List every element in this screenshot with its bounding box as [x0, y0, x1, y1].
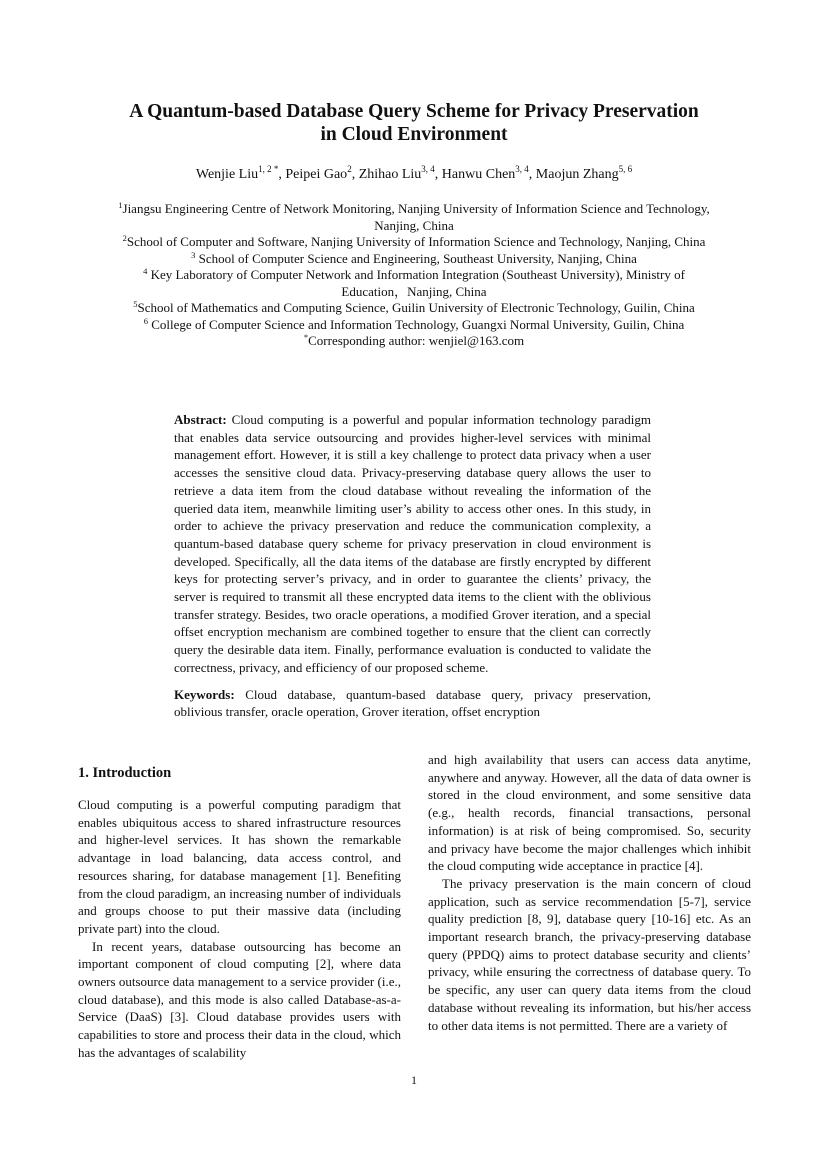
abstract-label: Abstract: — [174, 412, 227, 427]
affiliation: $^6$ College of Computer Science and Information Technology, Guangxi Normal University, Guilin, China — [143, 315, 685, 332]
keywords — [174, 686, 651, 721]
paragraph: Cloud computing is a powerful computing paradigm that enables ubiquitous access to shared infrastructure resources and higher-level services. It has shown the remarkable advantage in load balancing, data access control, and resources sharing, for database management [1]. Benefiting from the cloud paradigm, an increasing number of individuals and groups choose to put their massive data (including private part) into the cloud. — [78, 797, 401, 936]
abstract-block — [174, 411, 651, 721]
paragraph: In recent years, database outsourcing has become an important component of cloud computing [2], where data owners outsource data management to a service provider (i.e., cloud database), and this mode is also called Database-as-a-Service (DaaS) [3]. Cloud database provides users with capabilities to store and process their data in the cloud, which has the advantages of scalability — [78, 938, 401, 1060]
author: Hanwu Chen$^{3, 4}$, — [441, 164, 536, 182]
page-number: 1 — [411, 1073, 417, 1087]
author: Maojun Zhang$^{5, 6}$ — [535, 164, 633, 182]
author-list — [60, 166, 768, 184]
corresponding-author: *Corresponding author: wenjiel@163.com — [303, 332, 525, 348]
paragraph: The privacy preservation is the main concern of cloud application, such as service recommendation [5-7], service quality prediction [8, 9], database query [10-16] etc. As an important research branch, the privacy-preserving database query (PPDQ) aims to protect database security and clients’ privacy, while ensuring the correctness of database query. To be specific, any user can query data items from the cloud database without revealing its information, but his/her access to other data items is not permitted. There are a variety of — [428, 875, 751, 1033]
paper-title — [60, 100, 768, 146]
section-heading: 1. Introduction — [78, 765, 172, 781]
paragraph: and high availability that users can access data anytime, anywhere and anyway. However, all the data of data owner is stored in the cloud environment, and some sensitive data (e.g., health records, financial transactions, personal information) is at risk of being compromised. So, security and privacy have become the major challenges which inhibit the cloud computing wide acceptance in practice [4]. — [428, 752, 751, 874]
left-column — [78, 764, 401, 1062]
affiliation: $^2$School of Computer and Software, Nanjing University of Information Science and Technology, Nanjing, China — [122, 233, 706, 249]
abstract — [174, 411, 651, 677]
author: Peipei Gao$^2$, — [285, 164, 359, 182]
affiliation: $^1$Jiangsu Engineering Centre of Network Monitoring, Nanjing University of Information Science and Technology, Nanjing, China — [118, 200, 710, 233]
affiliation: $^3$ School of Computer Science and Engineering, Southeast University, Nanjing, China — [191, 249, 637, 266]
title-line-2: in Cloud Environment — [320, 124, 508, 145]
abstract-text: Cloud computing is a powerful and popular information technology paradigm that enables data service outsourcing and provides higher-level services with minimal management effort. However, it is still a key challenge to protect data privacy when a user accesses the sensitive cloud data. Privacy-preserving database query allows the user to retrieve a data item from the cloud database without revealing the information of the queried data item, meanwhile limiting user’s ability to access other ones. In this study, in order to achieve the privacy preservation and reduce the communication complexity, a quantum-based database query scheme for privacy preservation in cloud environment is developed. Specifically, all the data items of the database are firstly encrypted by different keys for protecting server’s privacy, and in order to guarantee the clients’ privacy, the server is required to transmit all these encrypted data items to the client with the oblivious transfer strategy. Besides, two oracle operations, a modified Grover iteration, and a special offset encryption mechanism are combined together to ensure that the client can correctly query the desirable data item. Finally, performance evaluation is conducted to validate the correctness, privacy, and efficiency of our proposed scheme. — [174, 412, 651, 675]
keywords-text: Cloud database, quantum-based database query, privacy preservation, oblivious transfer, oracle operation, Grover iteration, offset encryption — [174, 686, 651, 720]
keywords-label: Keywords: — [174, 686, 235, 702]
affiliation: $^4$ Key Laboratory of Computer Network and Information Integration (Southeast University), Ministry of Education，Nanjing, China — [143, 266, 685, 299]
title-line-1: A Quantum-based Database Query Scheme for Privacy Preservation — [129, 101, 699, 122]
right-column — [428, 751, 751, 1034]
author: Zhihao Liu$^{3, 4}$, — [358, 164, 442, 182]
affiliation: $^5$School of Mathematics and Computing Science, Guilin University of Electronic Technology, Guilin, China — [133, 299, 695, 315]
affiliations — [118, 201, 710, 350]
author: Wenjie Liu$^{1, 2 *}$, — [195, 164, 286, 182]
